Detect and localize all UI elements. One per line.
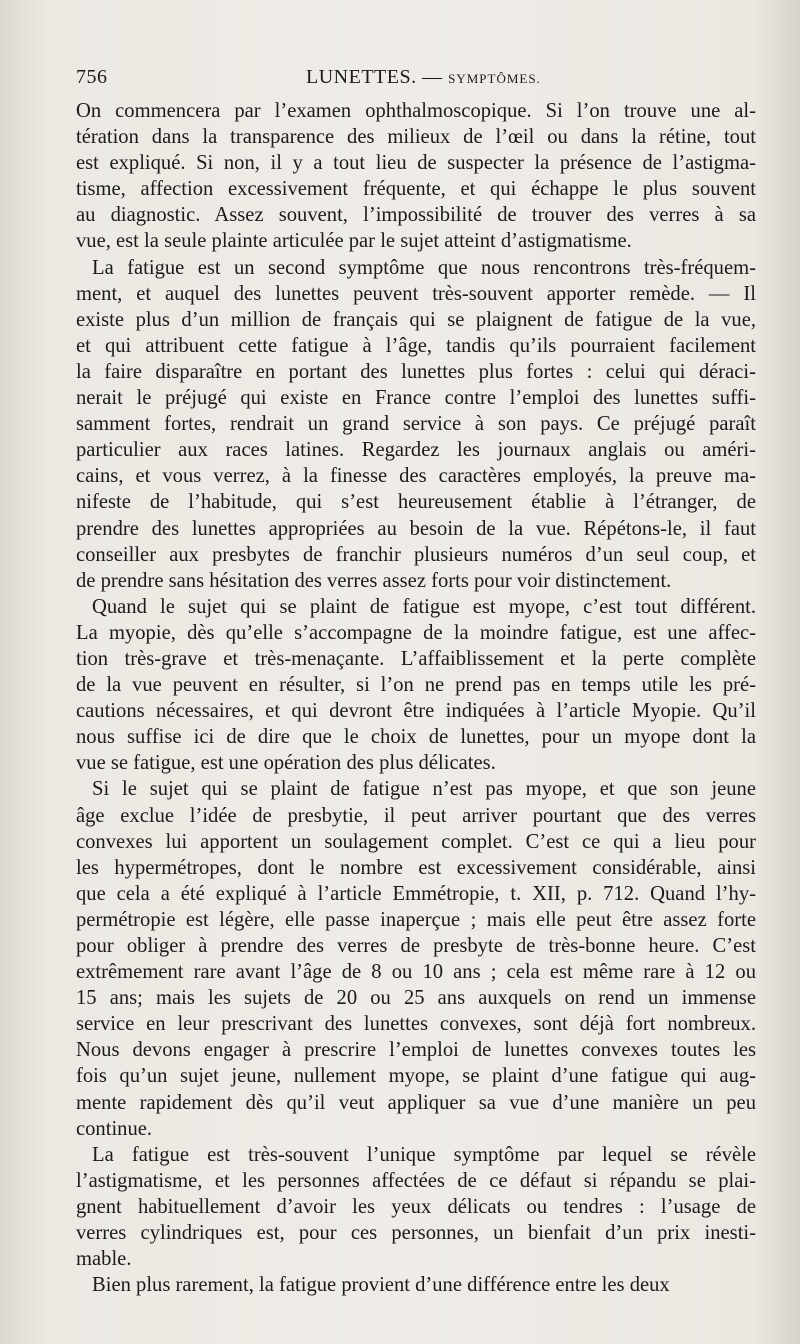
text-line: vue, est la seule plainte articulée par le sujet atteint d’astigmatisme. — [76, 230, 632, 253]
text-line: verres cylindriques est, pour ces personnes, un bienfait d’un prix inesti- — [76, 1222, 756, 1245]
text-line: et qui attribuent cette fatigue à l’âge, tandis qu’ils pourraient facilement — [76, 334, 756, 357]
text-line: prendre des lunettes appropriées au besoin de la vue. Répétons-le, il faut — [76, 517, 756, 540]
text-line: convexes lui apportent un soulagement complet. C’est ce qui a lieu pour — [76, 830, 756, 853]
text-line: nous suffise ici de dire que le choix de lunettes, pour un myope dont la — [76, 726, 756, 749]
text-line: nifeste de l’habitude, qui s’est heureusement établie à l’étranger, de — [76, 491, 756, 514]
text-line: fois qu’un sujet jeune, nullement myope, se plaint d’une fatigue qui aug- — [76, 1065, 756, 1088]
text-line: nerait le préjugé qui existe en France contre l’emploi des lunettes suffi- — [76, 387, 756, 410]
text-line: pour obliger à prendre des verres de presbyte de très-bonne heure. C’est — [76, 935, 756, 957]
page-header — [76, 64, 756, 94]
text-line: samment fortes, rendrait un grand service à son pays. Ce préjugé paraît — [76, 413, 756, 436]
text-line: Bien plus rarement, la fatigue provient d’une différence entre les deux — [92, 1274, 670, 1297]
text-line: On commencera par l’examen ophthalmoscopique. Si l’on trouve une al- — [76, 100, 756, 122]
text-line: continue. — [76, 1117, 153, 1140]
text-line: la faire disparaître en portant des lunettes plus fortes : celui qui déraci- — [76, 360, 756, 383]
text-line: conseiller aux presbytes de franchir plusieurs numéros d’un seul coup, et — [76, 543, 756, 566]
text-line: vue se fatigue, est une opération des plus délicates. — [76, 752, 496, 775]
paragraph — [76, 98, 756, 255]
text-line: de prendre sans hésitation des verres assez forts pour voir distinctement. — [76, 569, 672, 592]
text-line: gnent habituellement d’avoir les yeux délicats ou tendres : l’usage de — [76, 1195, 756, 1218]
text-line: ment, et auquel des lunettes peuvent très-souvent apporter remède. — Il — [76, 282, 756, 305]
text-line: La fatigue est très-souvent l’unique symptôme par lequel se révèle — [92, 1143, 756, 1166]
text-line: Quand le sujet qui se plaint de fatigue est myope, c’est tout différent. — [92, 595, 756, 618]
paragraph — [76, 1272, 756, 1298]
text-line: au diagnostic. Assez souvent, l’impossibilité de trouver des verres à sa — [76, 204, 756, 227]
page-number: 756 — [76, 66, 108, 88]
body-text — [76, 98, 756, 1298]
text-line: Si le sujet qui se plaint de fatigue n’est pas myope, et que son jeune — [92, 778, 756, 801]
text-line: La fatigue est un second symptôme que nous rencontrons très-fréquem- — [92, 256, 756, 279]
text-line: existe plus d’un million de français qui se plaignent de fatigue de la vue, — [76, 308, 756, 331]
paragraph — [76, 255, 756, 594]
running-head-subtitle: SYMPTÔMES. — [448, 71, 541, 86]
running-head-separator: — — [422, 66, 443, 88]
text-line: particulier aux races latines. Regardez les journaux anglais ou améri- — [76, 439, 756, 462]
text-line: extrêmement rare avant l’âge de 8 ou 10 ans ; cela est même rare à 12 ou — [76, 961, 756, 984]
text-line: tion très-grave et très-menaçante. L’affaiblissement et la perte complète — [76, 647, 756, 670]
text-line: âge exclue l’idée de presbytie, il peut arriver pourtant que des verres — [76, 804, 756, 827]
running-head-title: LUNETTES. — [306, 66, 417, 88]
text-line: mable. — [76, 1248, 132, 1271]
paragraph — [76, 594, 756, 777]
text-line: tisme, affection excessivement fréquente, et qui échappe le plus souvent — [76, 178, 756, 201]
running-head — [306, 66, 541, 89]
text-line: est expliqué. Si non, il y a tout lieu de suspecter la présence de l’astigma- — [76, 152, 756, 175]
paragraph — [76, 1142, 756, 1272]
text-line: cautions nécessaires, et qui devront être indiquées à l’article Myopie. Qu’il — [76, 700, 756, 723]
text-line: les hypermétropes, dont le nombre est excessivement considérable, ainsi — [76, 856, 756, 879]
text-line: mente rapidement dès qu’il veut appliquer sa vue d’une manière un peu — [76, 1091, 756, 1114]
text-line: tération dans la transparence des milieux de l’œil ou dans la rétine, tout — [76, 126, 756, 149]
text-line: Nous devons engager à prescrire l’emploi de lunettes convexes toutes les — [76, 1039, 756, 1062]
text-line: 15 ans; mais les sujets de 20 ou 25 ans auxquels on rend un immense — [76, 987, 756, 1010]
text-line: de la vue peuvent en résulter, si l’on ne prend pas en temps utile les pré- — [76, 674, 756, 697]
text-line: La myopie, dès qu’elle s’accompagne de la moindre fatigue, est une affec- — [76, 621, 756, 644]
text-line: que cela a été expliqué à l’article Emmétropie, t. XII, p. 712. Quand l’hy- — [76, 882, 756, 905]
text-line: service en leur prescrivant des lunettes convexes, sont déjà fort nombreux. — [76, 1013, 756, 1036]
text-line: l’astigmatisme, et les personnes affectées de ce défaut si répandu se plai- — [76, 1169, 756, 1192]
text-line: cains, et vous verrez, à la finesse des caractères employés, la preuve ma- — [76, 465, 756, 488]
paragraph — [76, 776, 756, 1141]
text-line: permétropie est légère, elle passe inaperçue ; mais elle peut être assez forte — [76, 908, 756, 931]
